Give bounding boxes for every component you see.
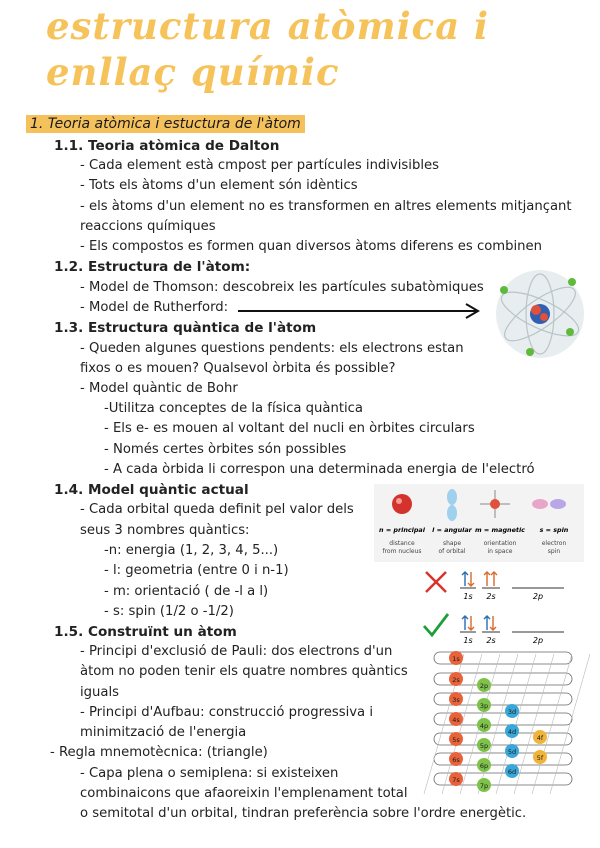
- orbital-label: 2p: [532, 592, 544, 601]
- qn-caption: of orbital: [438, 548, 466, 555]
- section-heading: 1. Teoria atòmica i estuctura de l'àtom: [26, 115, 305, 133]
- bohr-item: - A cada òrbida li correspon una determinada energia de l'electró: [104, 462, 535, 477]
- orbital-label: 2s: [486, 592, 496, 601]
- title-line-1: estructura atòmica i: [46, 4, 490, 48]
- model-item: - Cada orbital queda definit pel valor dels: [80, 502, 354, 517]
- heading-quantum-structure: 1.3. Estructura quàntica de l'àtom: [54, 320, 317, 336]
- dalton-item: reaccions químiques: [80, 219, 216, 234]
- orbital-1s: [449, 651, 463, 665]
- orbital-label: 6s: [452, 756, 460, 764]
- orbital-label: 4s: [452, 716, 460, 724]
- build-item: - Principi d'Aufbau: construcció progressiva i: [80, 705, 373, 720]
- quantum-number-item: - s: spin (1/2 o -1/2): [104, 604, 234, 619]
- orbital-label: 1s: [452, 655, 460, 663]
- quantum-number-item: - m: orientació ( de -l a l): [104, 584, 269, 599]
- title-line-2: enllaç químic: [46, 50, 340, 94]
- heading-current-model: 1.4. Model quàntic actual: [54, 482, 249, 498]
- atom-icon: [492, 268, 588, 360]
- cross-icon: [426, 572, 446, 592]
- orbital-label: 2s: [486, 636, 496, 645]
- orbital-label: 6p: [479, 762, 489, 770]
- rule-item: combinaicons que afaoreixin l'emplenament total: [80, 786, 408, 801]
- quantum-item: fixos o es mouen? Qualsevol òrbita és possible?: [80, 361, 396, 376]
- orbital-label: 1s: [463, 636, 473, 645]
- qn-caption: spin: [547, 548, 561, 555]
- orbital-5p: [477, 738, 491, 752]
- orbital-4p: [477, 718, 491, 732]
- mnemonic-rule: - Regla mnemotècnica: (triangle): [50, 745, 268, 760]
- orbital-2s: [449, 672, 463, 686]
- qn-caption: in space: [487, 548, 513, 555]
- orbital-5f: [533, 750, 547, 764]
- orbital-label: 5s: [452, 736, 460, 744]
- qn-caption: electron: [541, 540, 567, 547]
- orbital-label: 7p: [479, 782, 489, 790]
- orbital-5d: [505, 744, 519, 758]
- quantum-numbers-figure: [374, 484, 584, 562]
- dalton-item: - Cada element està cmpost per partícules indivisibles: [80, 158, 439, 173]
- correct-filling-figure: [420, 610, 580, 650]
- bohr-item: - Només certes òrbites són possibles: [104, 442, 347, 457]
- orbital-label: 4p: [479, 722, 489, 730]
- orbital-2p: [477, 678, 491, 692]
- build-item: minimització de l'energia: [80, 725, 247, 740]
- model-item: seus 3 nombres quàntics:: [80, 523, 250, 538]
- orbital-label: 1s: [463, 592, 473, 601]
- quantum-number-item: - l: geometria (entre 0 i n-1): [104, 563, 289, 578]
- orbital-label: 5d: [507, 748, 517, 756]
- bohr-item: - Els e- es mouen al voltant del nucli en òrbites circulars: [104, 421, 475, 436]
- orbital-3p: [477, 698, 491, 712]
- quantum-item: - Model quàntic de Bohr: [80, 381, 238, 396]
- orbital-label: 3s: [452, 696, 460, 704]
- orbital-3s: [449, 692, 463, 706]
- orbital-label: 2p: [532, 636, 544, 645]
- qn-label: n = principal: [379, 526, 425, 534]
- aufbau-diagram: [424, 650, 584, 800]
- orbital-label: 3p: [479, 702, 489, 710]
- dalton-item: - els àtoms d'un element no es transformen en altres elements mitjançant: [80, 199, 572, 214]
- heading-structure: 1.2. Estructura de l'àtom:: [54, 259, 251, 275]
- orbital-6p: [477, 758, 491, 772]
- orbital-label: 5f: [536, 754, 544, 762]
- orbital-label: 2s: [452, 676, 460, 684]
- orbital-label: 7s: [452, 776, 460, 784]
- check-icon: [424, 614, 448, 635]
- rule-item: - Capa plena o semiplena: si existeixen: [80, 766, 339, 781]
- qn-label: l = angular: [432, 526, 472, 534]
- arrow-icon: [236, 300, 486, 320]
- orbital-label: 4f: [536, 734, 544, 742]
- qn-label: m = magnetic: [475, 526, 525, 534]
- heading-dalton: 1.1. Teoria atòmica de Dalton: [54, 138, 280, 154]
- rutherford-item: - Model de Rutherford:: [80, 300, 229, 315]
- qn-caption: orientation: [483, 540, 517, 547]
- orbital-6d: [505, 764, 519, 778]
- qn-label: s = spin: [539, 526, 569, 534]
- orbital-label: 3d: [507, 708, 517, 716]
- heading-build-atom: 1.5. Construïnt un àtom: [54, 624, 237, 640]
- orbital-label: 4d: [507, 728, 517, 736]
- orbital-5s: [449, 732, 463, 746]
- orbital-4s: [449, 712, 463, 726]
- build-item: àtom no poden tenir els quatre nombres quàntics: [80, 664, 408, 679]
- dalton-item: - Tots els àtoms d'un element són idèntics: [80, 178, 358, 193]
- orbital-4d: [505, 724, 519, 738]
- orbital-6s: [449, 752, 463, 766]
- bohr-item: -Utilitza conceptes de la física quàntica: [104, 401, 364, 416]
- wrong-filling-figure: [420, 566, 580, 606]
- orbital-label: 6d: [507, 768, 517, 776]
- quantum-number-item: -n: energia (1, 2, 3, 4, 5...): [104, 543, 279, 558]
- orbital-4f: [533, 730, 547, 744]
- build-item: iguals: [80, 685, 120, 700]
- qn-caption: shape: [442, 540, 462, 547]
- orbital-label: 5p: [479, 742, 489, 750]
- orbital-7p: [477, 778, 491, 792]
- orbital-label: 2p: [479, 682, 489, 690]
- build-item: - Principi d'exclusió de Pauli: dos electrons d'un: [80, 644, 393, 659]
- quantum-item: - Queden algunes questions pendents: els electrons estan: [80, 341, 464, 356]
- dalton-item: - Els compostos es formen quan diversos àtoms diferens es combinen: [80, 239, 542, 254]
- qn-caption: distance: [389, 540, 415, 547]
- orbital-3d: [505, 704, 519, 718]
- rule-item: o semitotal d'un orbital, tindran preferència sobre l'ordre energètic.: [80, 806, 527, 821]
- qn-caption: from nucleus: [382, 548, 422, 555]
- orbital-7s: [449, 772, 463, 786]
- thomson-item: - Model de Thomson: descobreix les partícules subatòmiques: [80, 280, 484, 295]
